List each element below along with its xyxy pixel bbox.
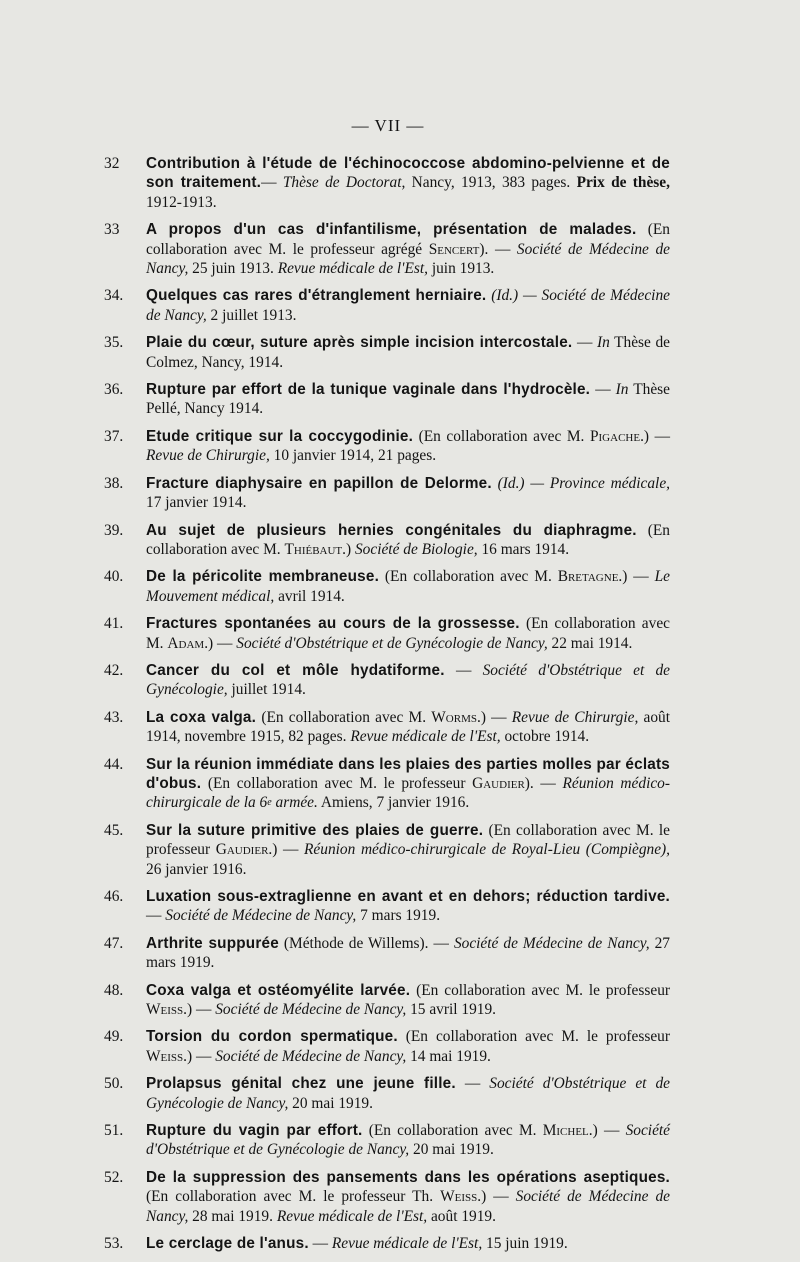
entry-title: Sur la suture primitive des plaies de guerre. xyxy=(146,821,484,839)
entry-body xyxy=(146,1121,670,1160)
entry-text: octobre 1914. xyxy=(500,728,590,746)
entry-collaborator: Worms xyxy=(431,708,477,726)
entry-collaborator: Weiss xyxy=(440,1188,478,1206)
entry-number: 37. xyxy=(104,427,124,445)
entry-body xyxy=(146,567,670,606)
publication-entry xyxy=(104,380,670,419)
publication-entry xyxy=(104,567,670,606)
entry-number: 41. xyxy=(104,615,124,633)
entry-number: 49. xyxy=(104,1028,124,1046)
entry-body xyxy=(146,887,670,926)
publication-entry xyxy=(104,661,670,700)
entry-text: .) — xyxy=(183,1047,216,1065)
publication-entry xyxy=(104,934,670,973)
entry-collaborator: Bretagne xyxy=(557,568,619,586)
entry-title: Le cerclage de l'anus. xyxy=(146,1235,309,1253)
entry-number: 42. xyxy=(104,661,124,679)
entry-text: ). — xyxy=(479,240,517,258)
entry-collaborator: Adam xyxy=(167,634,205,652)
entry-title: Au sujet de plusieurs hernies congénitales du diaphragme. xyxy=(146,521,637,539)
entry-body xyxy=(146,154,670,212)
entry-number: 43. xyxy=(104,708,124,726)
publication-entry xyxy=(104,286,670,325)
entry-text: (En collaboration avec M. xyxy=(362,1122,543,1140)
entry-text: .) — xyxy=(477,708,512,726)
entry-text: .) — xyxy=(268,841,305,859)
entry-body xyxy=(146,1027,670,1066)
entry-text: 7 mars 1919. xyxy=(356,907,441,925)
entry-number: 34. xyxy=(104,287,124,305)
entry-text: .) — xyxy=(640,427,670,445)
entry-collaborator: Weiss xyxy=(146,1001,184,1019)
entry-venue: Revue de Chirurgie, xyxy=(511,708,639,726)
entry-number: 48. xyxy=(104,981,124,999)
entry-collaborator: Gaudier xyxy=(472,774,525,792)
entry-body xyxy=(146,380,670,419)
entry-venue: Société d'Obstétrique et de Gynécologie de Nancy, xyxy=(236,634,548,652)
entry-prize: Prix de thèse, xyxy=(576,174,670,192)
entry-title: A propos d'un cas d'infantilisme, présentation de malades. xyxy=(146,221,637,239)
entry-title: Quelques cas rares d'étranglement herniaire. xyxy=(146,287,487,305)
entry-text: — xyxy=(590,381,616,399)
entry-venue: Revue médicale de l'Est, xyxy=(277,260,428,278)
publication-entry xyxy=(104,614,670,653)
entry-text: 15 juin 1919. xyxy=(482,1235,568,1253)
entry-body xyxy=(146,755,670,813)
entry-venue: Société de Médecine de Nancy, xyxy=(146,1188,670,1225)
entry-text: .) — xyxy=(477,1188,516,1206)
entry-venue: Société de Médecine de Nancy, xyxy=(146,240,670,278)
entry-number: 40. xyxy=(104,568,124,586)
entry-venue: Revue médicale de l'Est, xyxy=(331,1235,483,1253)
entry-collaborator: Weiss xyxy=(146,1047,184,1065)
entry-number: 50. xyxy=(104,1075,124,1093)
entry-text: (Méthode de Willems). — xyxy=(278,934,454,952)
entry-body xyxy=(146,333,670,372)
entry-body xyxy=(146,286,670,325)
entry-number: 47. xyxy=(104,934,124,952)
entry-venue: Revue médicale de l'Est, xyxy=(276,1207,428,1225)
entry-number: 45. xyxy=(104,821,124,839)
entry-text: (En collaboration avec M. xyxy=(146,615,670,652)
entry-title: Etude critique sur la coccygodinie. xyxy=(146,427,414,445)
entry-venue: Société de Médecine de Nancy, xyxy=(215,1047,407,1065)
entry-text: Amiens, 7 janvier 1916. xyxy=(317,794,470,812)
entry-title: Contribution à l'étude de l'échinococcose abdomino-pelvienne et de son traitement. xyxy=(146,155,670,192)
entry-body xyxy=(146,1234,670,1253)
publication-entry xyxy=(104,1074,670,1113)
entry-body xyxy=(146,427,670,466)
entry-body xyxy=(146,614,670,653)
publication-entry xyxy=(104,755,670,813)
entry-title: Rupture par effort de la tunique vaginale dans l'hydrocèle. xyxy=(146,381,591,399)
entry-text: 14 mai 1919. xyxy=(406,1047,491,1065)
entry-collaborator: Gaudier xyxy=(215,841,269,859)
entry-text: Nancy, 1913, 383 pages. xyxy=(405,174,577,192)
publication-entry xyxy=(104,220,670,278)
entry-title: De la suppression des pansements dans les opérations aseptiques. xyxy=(146,1168,670,1186)
entry-text: juillet 1914. xyxy=(227,681,306,699)
entry-text: (En collaboration avec M. le professeur Th. xyxy=(146,1188,441,1206)
entry-text: .) — xyxy=(618,568,655,586)
entry-number: 51. xyxy=(104,1122,124,1140)
entry-body xyxy=(146,821,670,879)
entry-title: Plaie du cœur, suture après simple incision intercostale. xyxy=(146,334,573,352)
entry-venue: Thèse de Doctorat, xyxy=(282,174,406,192)
entry-text: — xyxy=(308,1235,332,1253)
entry-text: (En collaboration avec M. le professeur agrégé xyxy=(146,221,670,258)
page-number: — VII — xyxy=(351,116,425,135)
entry-venue: Société de Médecine de Nancy, xyxy=(165,907,357,925)
entry-text: 15 avril 1919. xyxy=(406,1001,497,1019)
entry-title: Arthrite suppurée xyxy=(146,934,279,952)
entry-number: 35. xyxy=(104,334,124,352)
entry-number: 44. xyxy=(104,755,124,773)
entry-text: ). — xyxy=(524,774,563,792)
entry-venue: Réunion médico-chirurgicale de la 6 xyxy=(146,774,670,812)
entry-number: 53. xyxy=(104,1235,124,1253)
entry-text: 26 janvier 1916. xyxy=(146,860,247,878)
entry-collaborator: Michel xyxy=(542,1122,589,1140)
publication-entry xyxy=(104,981,670,1020)
entry-body xyxy=(146,661,670,700)
entry-text: (En collaboration avec M. le professeur xyxy=(410,981,671,999)
entry-text: — xyxy=(261,174,283,192)
entry-text: 17 janvier 1914. xyxy=(146,494,247,512)
entry-number: 38. xyxy=(104,474,124,492)
publication-entry xyxy=(104,521,670,560)
entry-text: Thèse de Colmez, Nancy, 1914. xyxy=(146,334,670,371)
entry-title: De la péricolite membraneuse. xyxy=(146,568,380,586)
publication-entry xyxy=(104,1121,670,1160)
entry-title: Torsion du cordon spermatique. xyxy=(146,1028,398,1046)
entry-text: — xyxy=(146,907,166,925)
entry-number: 46. xyxy=(104,888,124,905)
entry-text: 20 mai 1919. xyxy=(288,1094,373,1112)
entry-venue: armée. xyxy=(271,794,318,812)
entry-venue: In xyxy=(615,381,629,399)
entry-text: 20 mai 1919. xyxy=(409,1141,494,1159)
entry-text: 10 janvier 1914, 21 pages. xyxy=(269,447,437,465)
entry-text: 27 mars 1919. xyxy=(146,934,670,972)
entry-venue: Société d'Obstétrique et de Gynécologie de Nancy, xyxy=(146,1075,670,1112)
entry-venue: (Id.) — Province médicale, xyxy=(497,474,670,492)
entry-text: — xyxy=(572,334,597,352)
entry-text: 22 mai 1914. xyxy=(547,634,633,652)
entry-title: Fracture diaphysaire en papillon de Delorme. xyxy=(146,474,492,492)
entry-text: (En collaboration avec M. xyxy=(256,708,432,726)
entry-text: 1912-1913. xyxy=(146,193,217,211)
entry-body xyxy=(146,934,670,973)
entry-text: (En collaboration avec M. le professeur xyxy=(146,821,670,859)
entry-number: 33 xyxy=(104,221,120,239)
publication-entry xyxy=(104,427,670,466)
entry-text: .) xyxy=(342,540,355,558)
entry-body xyxy=(146,1168,670,1226)
publication-entry xyxy=(104,154,670,212)
entry-venue: Société de Médecine de Nancy, xyxy=(453,934,650,952)
entry-number: 52. xyxy=(104,1168,124,1186)
entry-collaborator: Pigache xyxy=(589,427,641,445)
entry-text: 2 juillet 1913. xyxy=(206,306,297,324)
entry-number: 39. xyxy=(104,521,124,539)
entry-body xyxy=(146,981,670,1020)
entry-text: 25 juin 1913. xyxy=(188,260,278,278)
publication-entry xyxy=(104,1234,670,1253)
entry-body xyxy=(146,220,670,278)
entry-title: Fractures spontanées au cours de la grossesse. xyxy=(146,615,520,633)
entry-title: Cancer du col et môle hydatiforme. xyxy=(146,661,445,679)
entry-venue: Société d'Obstétrique et de Gynécologie de Nancy, xyxy=(146,1122,671,1159)
entry-title: Rupture du vagin par effort. xyxy=(146,1122,363,1140)
publication-list xyxy=(104,154,670,1262)
entry-text: (En collaboration avec M. xyxy=(379,568,558,586)
publication-entry xyxy=(104,821,670,879)
entry-venue: Société de Biologie, xyxy=(354,540,478,558)
entry-text: 28 mai 1919. xyxy=(188,1207,277,1225)
publication-entry xyxy=(104,1168,670,1226)
entry-body xyxy=(146,474,670,513)
entry-venue: Réunion médico-chirurgicale de Royal-Lieu (Compiègne), xyxy=(304,841,671,859)
entry-text: Thèse Pellé, Nancy 1914. xyxy=(146,381,670,418)
entry-text: .) — xyxy=(183,1001,216,1019)
entry-text: août 1914, novembre 1915, 82 pages. xyxy=(146,708,670,746)
entry-body xyxy=(146,708,670,747)
entry-title: Luxation sous-extraglienne en avant et en dehors; réduction tardive. xyxy=(146,888,670,905)
entry-number: 32 xyxy=(104,155,120,172)
entry-text: (En collaboration avec M. le professeur xyxy=(201,774,473,792)
entry-venue: Société d'Obstétrique et de Gynécologie, xyxy=(146,661,670,699)
entry-text: (En collaboration avec M. xyxy=(413,427,590,445)
entry-text: avril 1914. xyxy=(274,587,345,605)
entry-body xyxy=(146,521,670,560)
entry-text: 16 mars 1914. xyxy=(477,540,570,558)
entry-text: (En collaboration avec M. le professeur xyxy=(397,1028,670,1046)
publication-entry xyxy=(104,333,670,372)
entry-title: Coxa valga et ostéomyélite larvée. xyxy=(146,981,411,999)
entry-venue: Revue de Chirurgie, xyxy=(146,447,270,465)
entry-venue: Société de Médecine de Nancy, xyxy=(215,1001,407,1019)
entry-number: 36. xyxy=(104,381,124,399)
entry-text: juin 1913. xyxy=(427,260,495,278)
publication-entry xyxy=(104,708,670,747)
entry-text: .) — xyxy=(204,634,237,652)
entry-title: La coxa valga. xyxy=(146,708,257,726)
entry-text: — xyxy=(444,661,483,679)
entry-text: .) — xyxy=(588,1122,626,1140)
entry-venue: Le Mouvement médical, xyxy=(146,568,671,605)
publication-entry xyxy=(104,887,670,926)
entry-venue: Revue médicale de l'Est, xyxy=(350,728,501,746)
publication-entry xyxy=(104,1027,670,1066)
entry-venue: (Id.) — Société de Médecine de Nancy, xyxy=(146,287,670,324)
entry-collaborator: Thiébaut xyxy=(284,540,343,558)
entry-text: — xyxy=(455,1075,490,1093)
entry-title: Prolapsus génital chez une jeune fille. xyxy=(146,1075,456,1093)
publication-entry xyxy=(104,474,670,513)
entry-title: Sur la réunion immédiate dans les plaies des parties molles par éclats d'obus. xyxy=(146,755,670,792)
entry-text: (En collaboration avec M. xyxy=(146,521,670,558)
entry-body xyxy=(146,1074,670,1113)
entry-collaborator: Sencert xyxy=(428,240,480,258)
entry-text: août 1919. xyxy=(427,1207,496,1225)
entry-venue: In xyxy=(596,334,610,352)
entry-superscript: e xyxy=(267,797,272,809)
